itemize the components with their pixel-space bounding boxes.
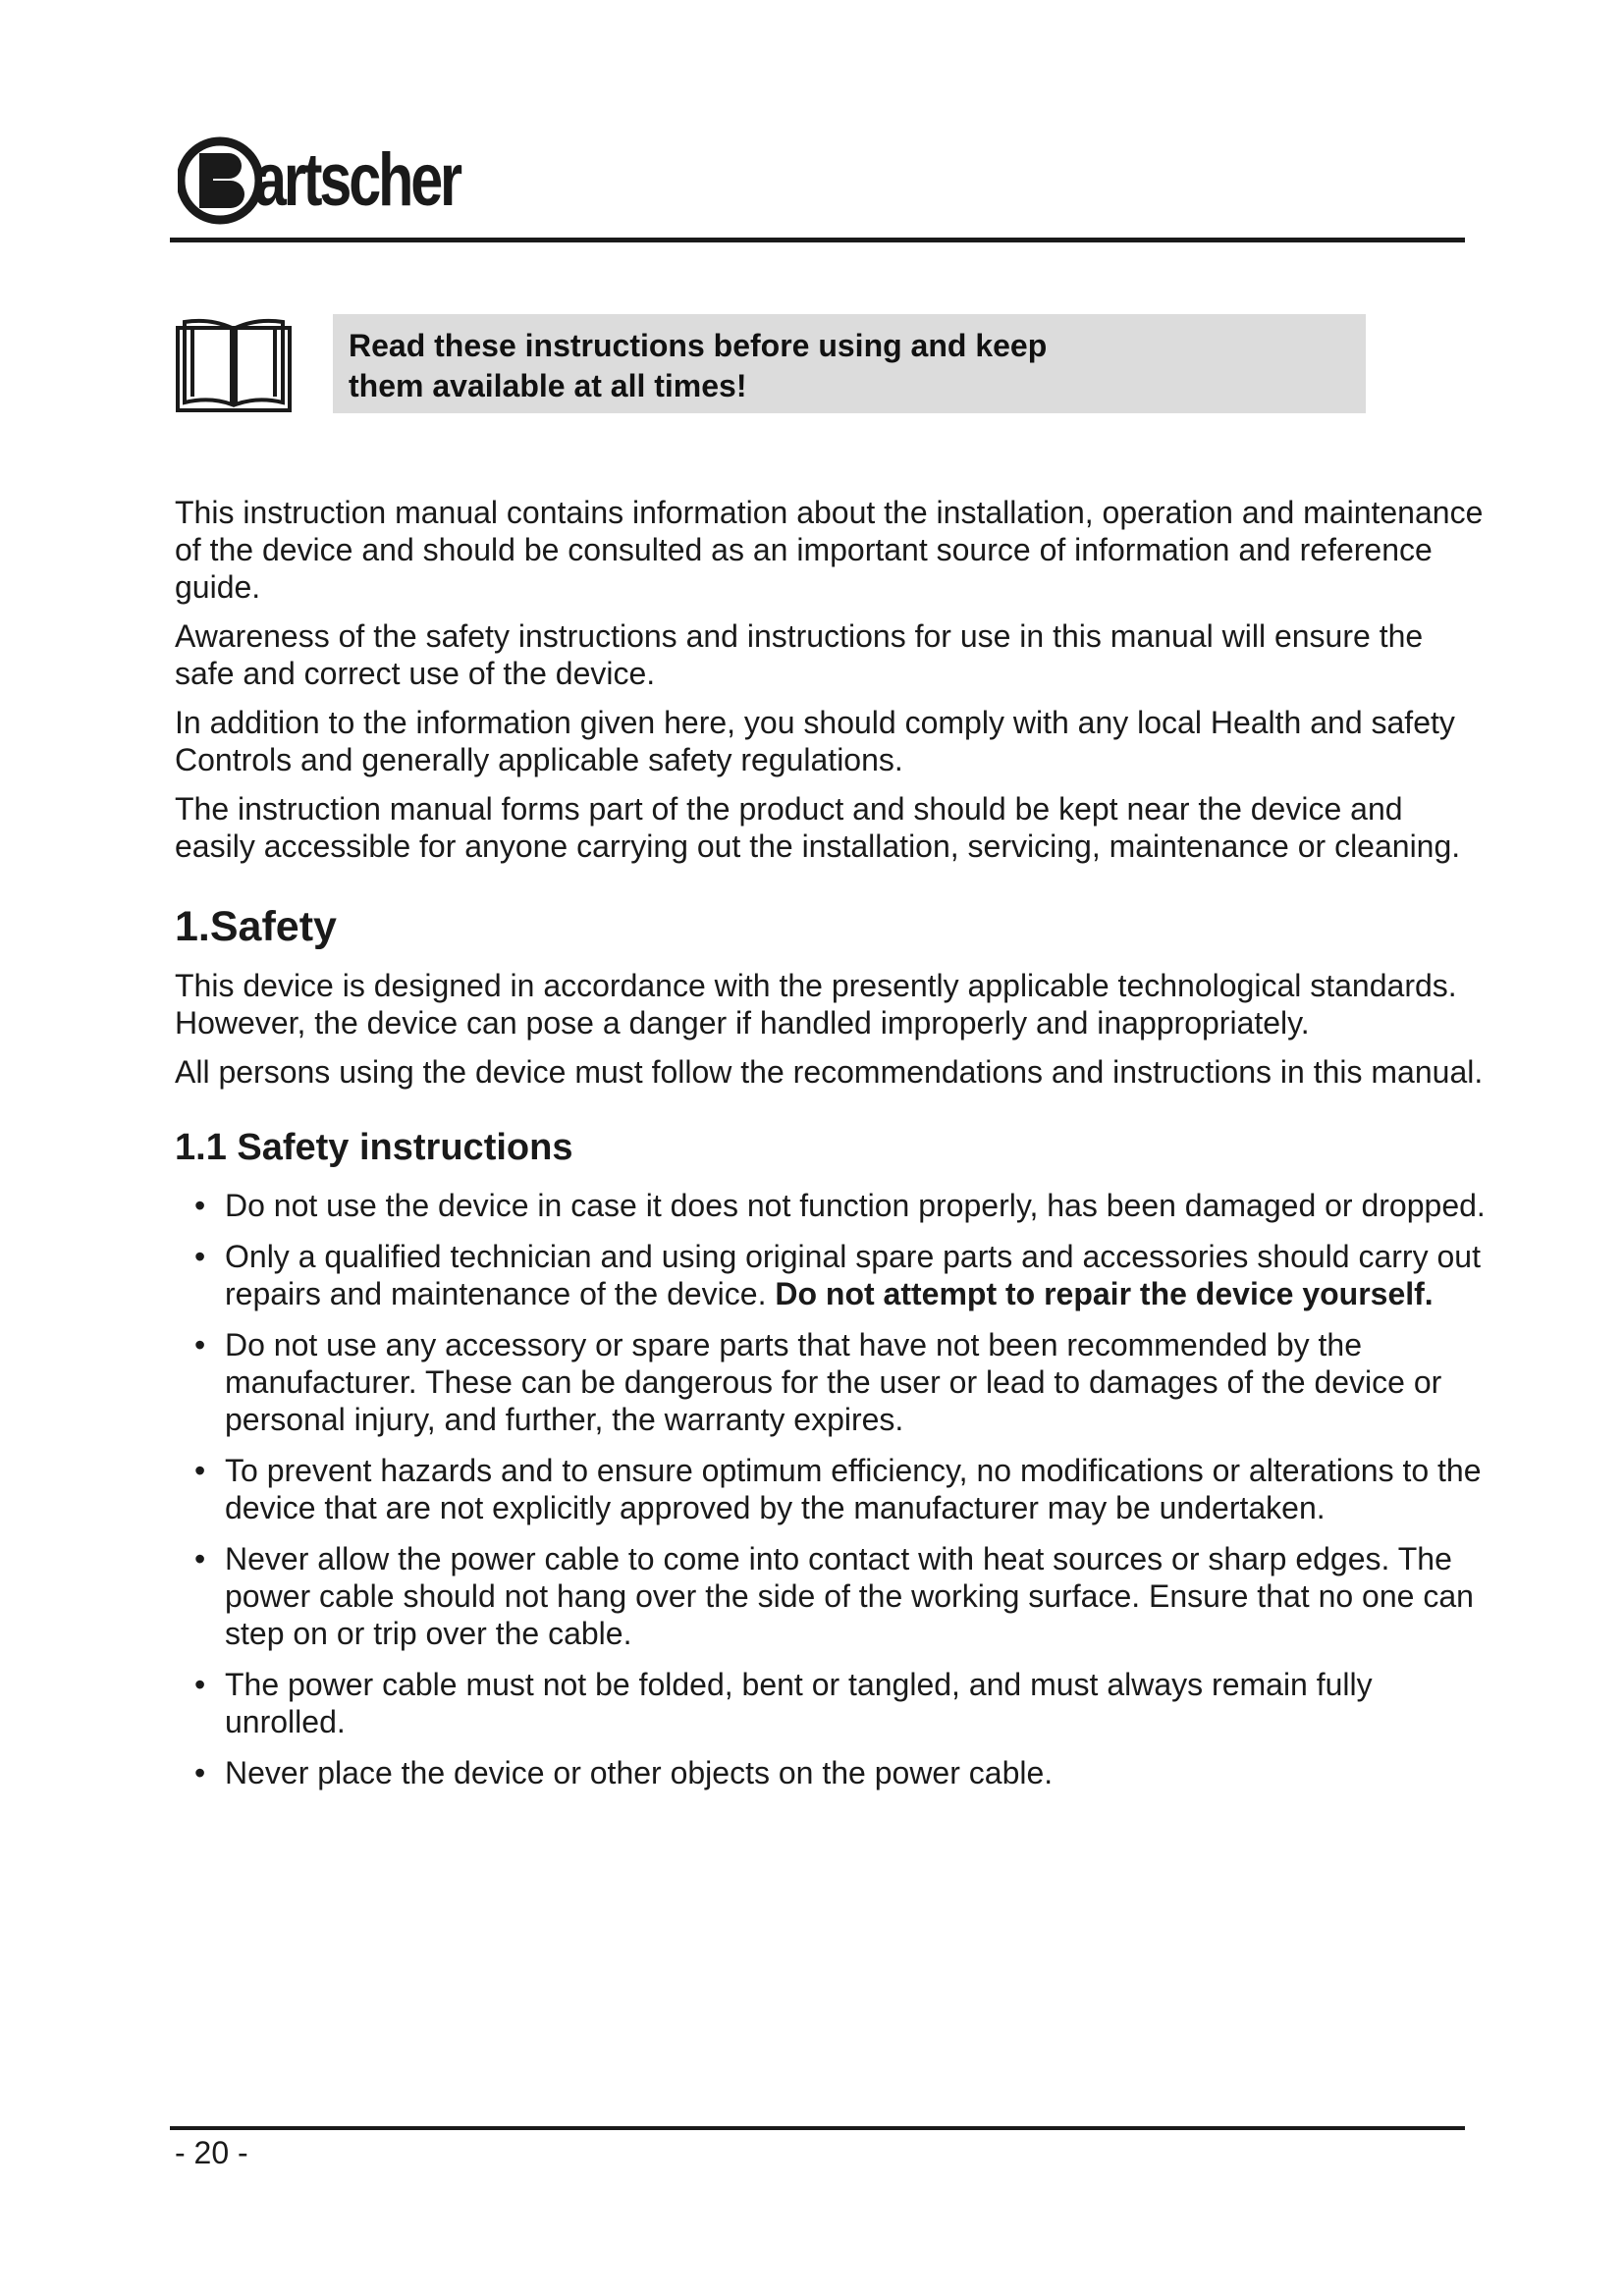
list-item: • To prevent hazards and to ensure optimum efficiency, no modifications or alterations to the device that are not explicitly approved by the manufacturer may be undertaken.	[194, 1453, 1482, 1525]
open-book-icon	[175, 316, 293, 414]
list-item: • Do not use the device in case it does not function properly, has been damaged or dropped.	[194, 1188, 1486, 1223]
bartscher-b-icon	[178, 135, 262, 226]
section-title-safety: 1.Safety	[175, 903, 337, 950]
list-item: • Never allow the power cable to come into contact with heat sources or sharp edges. The power cable should not hang over the side of the working surface. Ensure that no one can step on or trip over the cable.	[194, 1541, 1474, 1651]
safety-instructions-list	[175, 1187, 1487, 1791]
bullet-icon: •	[194, 1188, 206, 1223]
manual-content	[175, 494, 1487, 1805]
list-item: • Do not use any accessory or spare parts that have not been recommended by the manufacturer. These can be dangerous for the user or lead to damages of the device or personal injury, and further, the warranty expires.	[194, 1327, 1442, 1437]
intro-paragraph: The instruction manual forms part of the product and should be kept near the device and easily accessible for anyone carrying out the installation, servicing, maintenance or cleaning.	[175, 791, 1461, 864]
section-title-safety-instructions: 1.1 Safety instructions	[175, 1127, 573, 1168]
list-item: • The power cable must not be folded, bent or tangled, and must always remain fully unrolled.	[194, 1667, 1373, 1739]
bold-warning: Do not attempt to repair the device yourself.	[775, 1276, 1434, 1311]
intro-paragraph: Awareness of the safety instructions and instructions for use in this manual will ensure the safe and correct use of the device.	[175, 618, 1424, 691]
list-item: • Never place the device or other objects on the power cable.	[194, 1755, 1054, 1790]
notice-line-2: them available at all times!	[349, 368, 747, 403]
safety-paragraph: All persons using the device must follow the recommendations and instructions in this manual.	[175, 1054, 1484, 1090]
bullet-icon: •	[194, 1453, 206, 1488]
brand-wordmark: artscher	[254, 138, 460, 222]
footer-rule	[170, 2126, 1465, 2130]
safety-paragraph: This device is designed in accordance with the presently applicable technological standards. However, the device can pose a danger if handled improperly and inappropriately.	[175, 968, 1457, 1041]
brand-logo	[178, 133, 517, 228]
bullet-icon: •	[194, 1541, 206, 1576]
header-rule	[170, 238, 1465, 242]
list-item: • Only a qualified technician and using original spare parts and accessories should carry out repairs and maintenance of the device. Do not attempt to repair the device yourself.	[194, 1239, 1481, 1311]
intro-paragraph: This instruction manual contains information about the installation, operation and maintenance of the device and should be consulted as an important source of information and reference guide.	[175, 495, 1484, 605]
bullet-icon: •	[194, 1667, 206, 1702]
bullet-icon: •	[194, 1327, 206, 1362]
intro-paragraph: In addition to the information given here, you should comply with any local Health and safety Controls and generally applicable safety regulations.	[175, 705, 1455, 777]
bullet-icon: •	[194, 1239, 206, 1274]
notice-line-1: Read these instructions before using and keep	[349, 328, 1048, 363]
read-instructions-notice	[333, 314, 1366, 413]
bullet-icon: •	[194, 1755, 206, 1790]
page-number: - 20 -	[175, 2135, 248, 2170]
